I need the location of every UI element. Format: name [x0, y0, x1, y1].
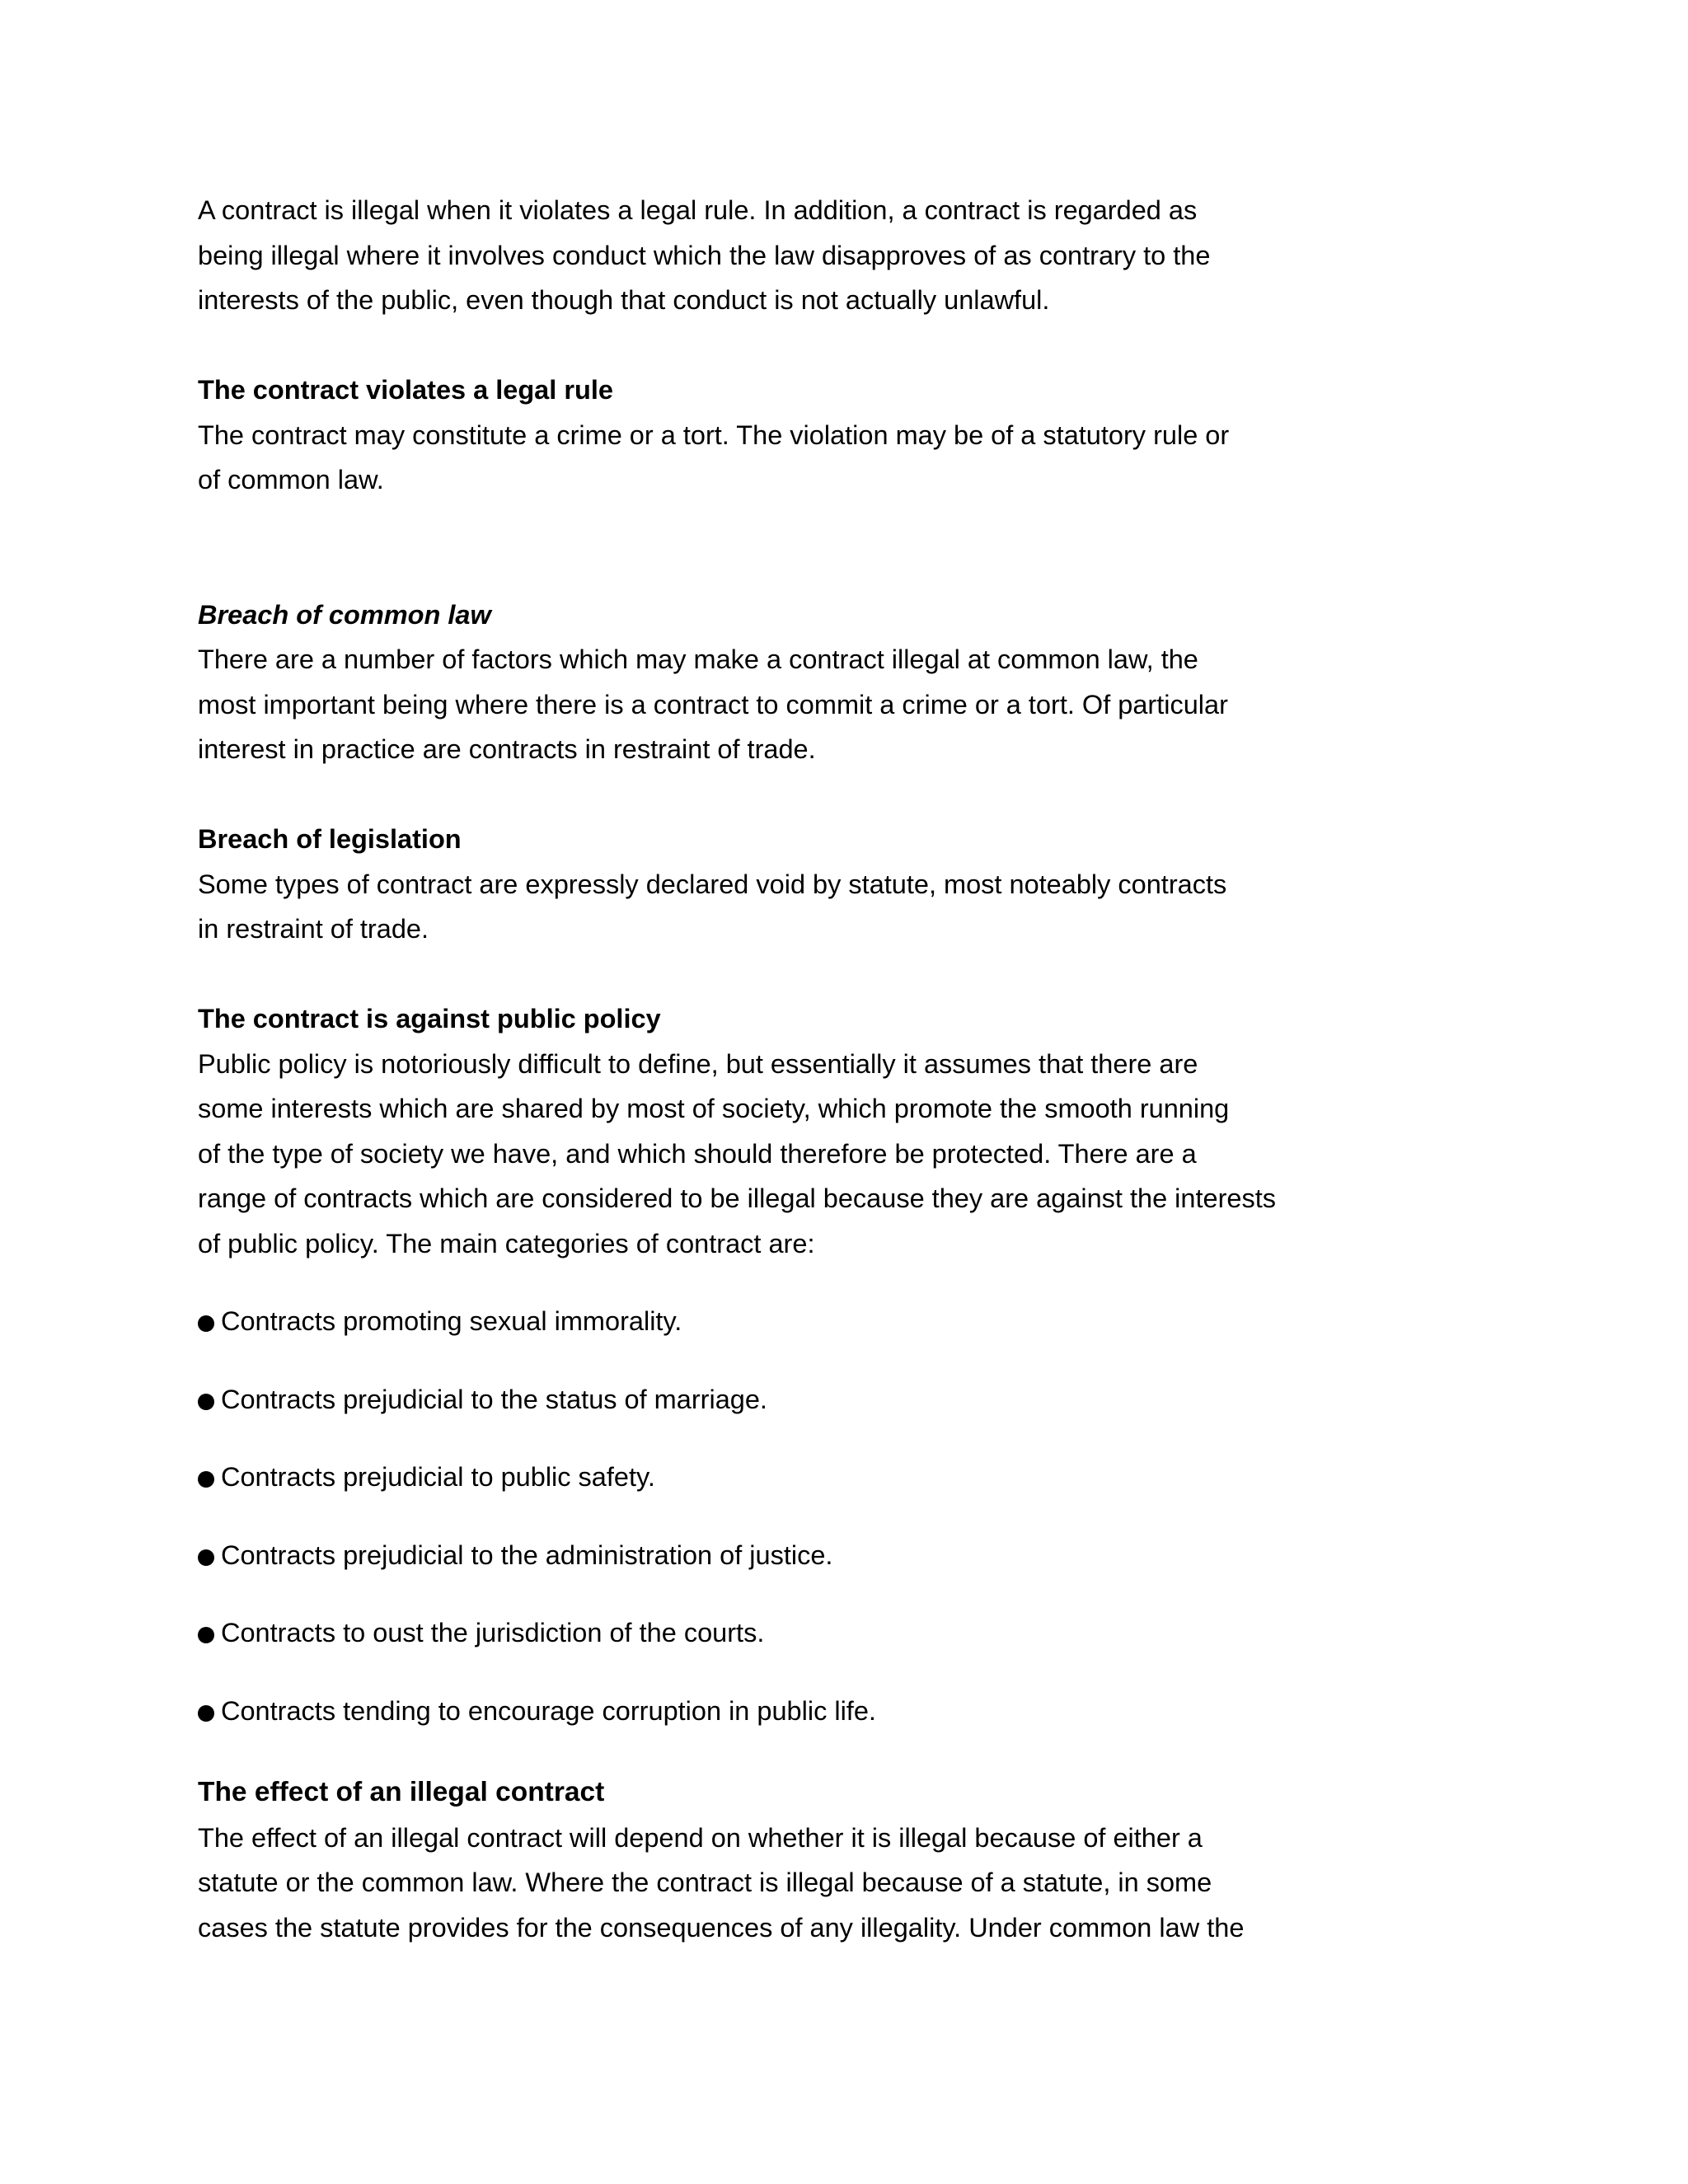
intro-paragraph: [198, 188, 1269, 323]
text-line: in restraint of trade.: [198, 914, 429, 944]
list-item-text: Contracts promoting sexual immorality.: [221, 1306, 682, 1336]
text-line: interests of the public, even though that conduct is not actually unlawful.: [198, 285, 1050, 315]
bullet-icon: [198, 1627, 214, 1643]
list-item-text: Contracts prejudicial to the administration of justice.: [221, 1540, 833, 1570]
text-line: of common law.: [198, 465, 384, 494]
bullet-icon: [198, 1394, 214, 1410]
section-breach-common-law: [198, 593, 1269, 772]
text-line: interest in practice are contracts in restraint of trade.: [198, 734, 816, 764]
text-line: There are a number of factors which may make a contract illegal at common law, the: [198, 644, 1198, 674]
bullet-icon: [198, 1705, 214, 1722]
list-item-text: Contracts tending to encourage corruption in public life.: [221, 1695, 876, 1726]
text-line: some interests which are shared by most of society, which promote the smooth running: [198, 1094, 1230, 1123]
list-item-text: Contracts prejudicial to the status of marriage.: [221, 1384, 767, 1414]
text-line: A contract is illegal when it violates a legal rule. In addition, a contract is regarded as: [198, 195, 1198, 225]
section-effect-illegal-contract: [198, 1770, 1269, 1950]
list-item: [198, 1689, 1269, 1734]
list-item-text: Contracts to oust the jurisdiction of the courts.: [221, 1618, 765, 1647]
text-line: The contract may constitute a crime or a tort. The violation may be of a statutory rule or: [198, 419, 1230, 450]
text-line: Some types of contract are expressly declared void by statute, most noteably contracts: [198, 869, 1227, 899]
text-line: cases the statute provides for the consequences of any illegality. Under common law the: [198, 1912, 1245, 1943]
section-breach-legislation: [198, 817, 1269, 952]
section-heading: The contract violates a legal rule: [198, 375, 613, 405]
list-item-text: Contracts prejudicial to public safety.: [221, 1462, 655, 1492]
bullet-icon: [198, 1549, 214, 1566]
list-item: [198, 1533, 1269, 1578]
list-item: [198, 1377, 1269, 1422]
section-public-policy: [198, 996, 1276, 1733]
bullet-icon: [198, 1315, 214, 1332]
list-item: [198, 1299, 1269, 1344]
section-violates-legal-rule: [198, 368, 1269, 503]
text-line: Public policy is notoriously difficult to define, but essentially it assumes that there are: [198, 1048, 1198, 1079]
list-item: [198, 1455, 1269, 1500]
text-line: range of contracts which are considered to be illegal because they are against the interests: [198, 1183, 1276, 1213]
document-page: [198, 188, 1276, 1950]
bullet-list: [198, 1299, 1269, 1733]
text-line: most important being where there is a contract to commit a crime or a tort. Of particular: [198, 689, 1228, 719]
section-heading: The effect of an illegal contract: [198, 1777, 605, 1807]
list-item: [198, 1610, 1269, 1656]
text-line: The effect of an illegal contract will depend on whether it is illegal because of either a: [198, 1822, 1203, 1853]
text-line: being illegal where it involves conduct which the law disapproves of as contrary to the: [198, 240, 1211, 270]
text-line: of public policy. The main categories of contract are:: [198, 1228, 815, 1258]
text-line: of the type of society we have, and which should therefore be protected. There are a: [198, 1138, 1197, 1169]
section-heading: The contract is against public policy: [198, 1004, 661, 1033]
bullet-icon: [198, 1471, 214, 1488]
section-heading: Breach of legislation: [198, 824, 462, 854]
subsection-heading: Breach of common law: [198, 599, 491, 630]
text-line: statute or the common law. Where the contract is illegal because of a statute, in some: [198, 1868, 1212, 1897]
